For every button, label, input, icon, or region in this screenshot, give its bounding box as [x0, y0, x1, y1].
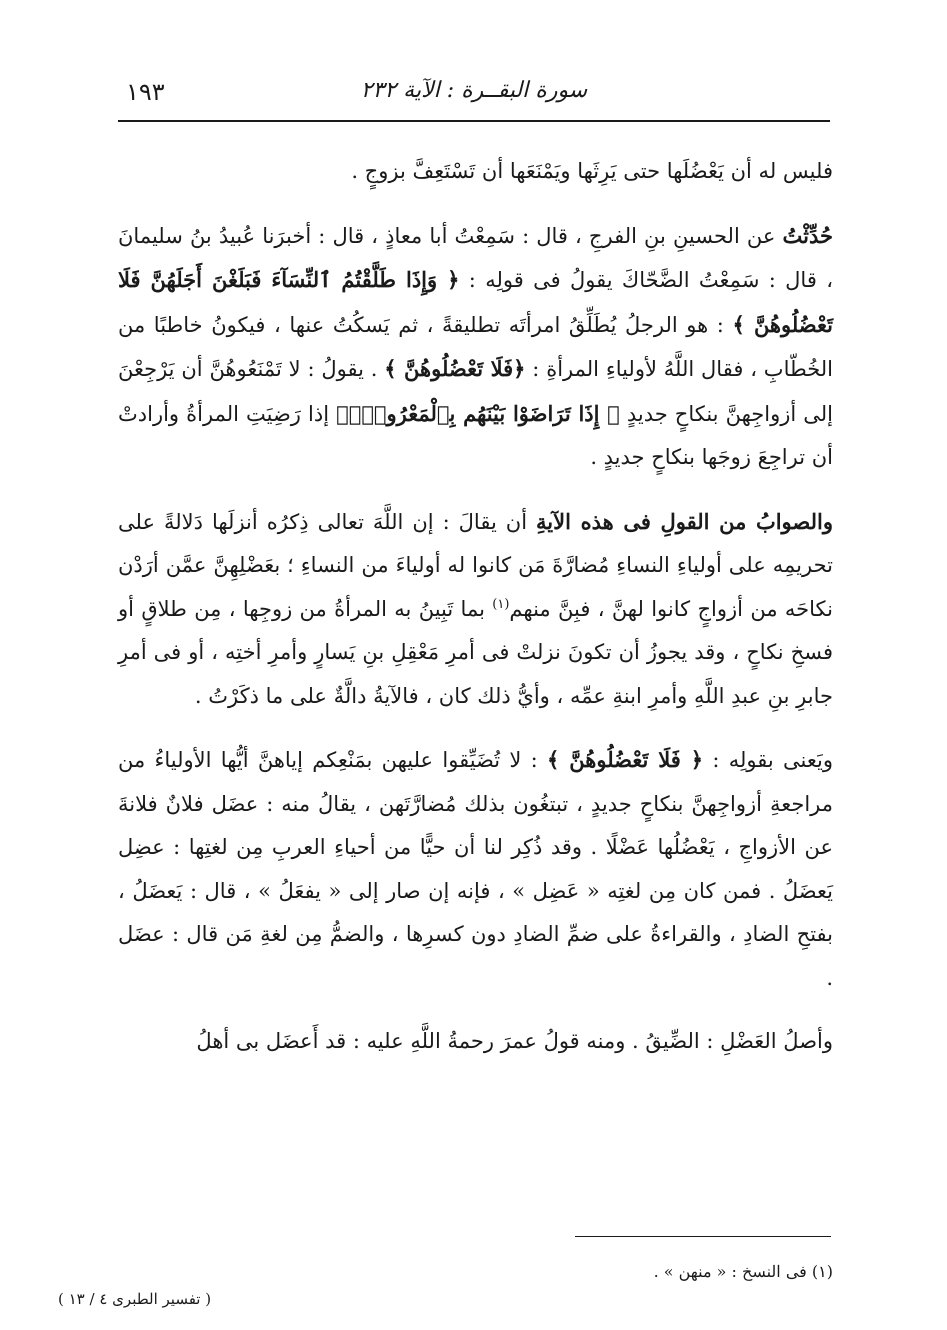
lead-phrase: والصوابُ من القولِ فى هذه الآيةِ — [536, 508, 833, 534]
page-number: ١٩٣ — [126, 78, 165, 106]
text-run: فليس له أن يَعْضُلَها حتى يَرِثَها ويَمْنَعَها أن تَسْتَعِفَّ بزوجٍ . — [351, 159, 833, 183]
text-run: : هو الرجلُ يُطَلِّقُ امرأتَه تطليقةً ، ثم يَسكُتُ عنها ، فيكونُ خاطبًا من الخُطّابِ ، فقال اللَّهُ لأولياءِ المرأةِ : — [118, 312, 833, 381]
text-run: أن يقالَ : إن اللَّهَ تعالى ذِكرُه أنزلَها دَلالةً على تحريمِه على أولياءِ النساءِ مُضارَّةَ مَن كانوا له أولياءَ من النساءِ ؛ بعَضْلِهِنَّ عمَّن أرَدْن نكاحَه من أزواجٍ كانوا لهنَّ ، فبِنَّ منهم — [118, 509, 833, 621]
text-run: ويَعنى بقولِه : — [703, 748, 833, 772]
paragraph — [118, 1020, 833, 1064]
page-header — [118, 60, 830, 122]
quran-quote: ﴿ فَلَا تَعْضُلُوهُنَّ ﴾ — [547, 747, 704, 772]
quran-quote: ﴿ إِذَا تَرَاضَوْا بَيْنَهُم بِٱلْمَعْرُوفِۗ﴾ — [336, 400, 620, 426]
footnote-rule — [575, 1236, 831, 1237]
text-run: إذا رَضِيَتِ المرأةُ وأرادتْ أن تراجِعَ زوجَها بنكاحٍ جديدٍ . — [118, 401, 833, 469]
paragraph — [118, 500, 833, 719]
footnote: (١) فى النسخ : « منهن » . — [653, 1262, 833, 1281]
text-run: : لا تُضَيِّقوا عليهن بمَنْعِكم إياهنَّ أيُّها الأولياءُ من مراجعةِ أزواجِهنَّ بنكاحٍ جديدٍ ، تبتغُون بذلك مُضارَّتَهن ، يقالُ منه : عضَل فلانٌ فلانةَ عن الأزواجِ ، يَعْضُلُها عَضْلًا . وقد ذُكِر لنا أن حيًّا من أحياءِ العربِ مِن لغتِها : عضِل يَعضَلُ . فمن كان مِن لغتِه « عَضِل » ، فإنه إن صار إلى « يفعَلُ » ، قال : يَعضَلُ ، بفتحِ الضادِ ، والقراءةُ على ضمِّ الضادِ دون كسرِها ، والضمُّ مِن لغةِ مَن قال : عضَل . — [118, 748, 833, 990]
paragraph — [118, 214, 833, 480]
text-run: . يقولُ : لا تَمْنَعُوهُنَّ أن يَرْجِعْنَ إلى أزواجِهنَّ بنكاحٍ جديدٍ — [118, 357, 834, 426]
page-body — [118, 150, 833, 1064]
text-run: عن الحسينِ بنِ الفرجِ ، قال : سَمِعْتُ أبا معاذٍ ، قال : أخبرَنا عُبيدُ بنُ سليمانَ ، قال : سَمِعْتُ الضَّحّاكَ يقولُ فى قولِه : — [118, 223, 833, 292]
paragraph — [118, 150, 833, 194]
text-run: بما تَبِينُ به المرأةُ من زوجِها ، مِن طلاقٍ أو فسخِ نكاحٍ ، وقد يجوزُ أن تكونَ نزلتْ فى أمرِ مَعْقِلِ بنِ يَسارٍ وأمرِ أختِه ، أو فى أمرِ جابرِ بنِ عبدِ اللَّهِ وأمرِ ابنةِ عمِّه ، وأيُّ ذلك كان ، فالآيةُ دالَّةٌ على ما ذكَرْتُ . — [118, 596, 833, 708]
quran-quote: ﴿فَلَا تَعْضُلُوهُنَّ ﴾ — [384, 356, 526, 381]
paragraph — [118, 738, 833, 1000]
lead-phrase: حُدِّثْتُ — [782, 222, 833, 248]
quran-quote: ﴿ وَإِذَا طَلَّقْتُمُ ٱلنِّسَآءَ فَبَلَغْنَ أَجَلَهُنَّ فَلَا تَعْضُلُوهُنَّ ﴾ — [118, 267, 833, 337]
header-rule — [118, 120, 830, 122]
footnote-ref: (١) — [492, 596, 510, 612]
running-title: سورة البقــرة : الآية ٢٣٢ — [360, 78, 588, 103]
source-tag: ( تفسير الطبرى ٤ / ١٣ ) — [58, 1290, 212, 1308]
text-run: وأصلُ العَضْلِ : الضِّيقُ . ومنه قولُ عمرَ رحمةُ اللَّهِ عليه : قد أَعضَل بى أهلُ — [196, 1029, 833, 1053]
